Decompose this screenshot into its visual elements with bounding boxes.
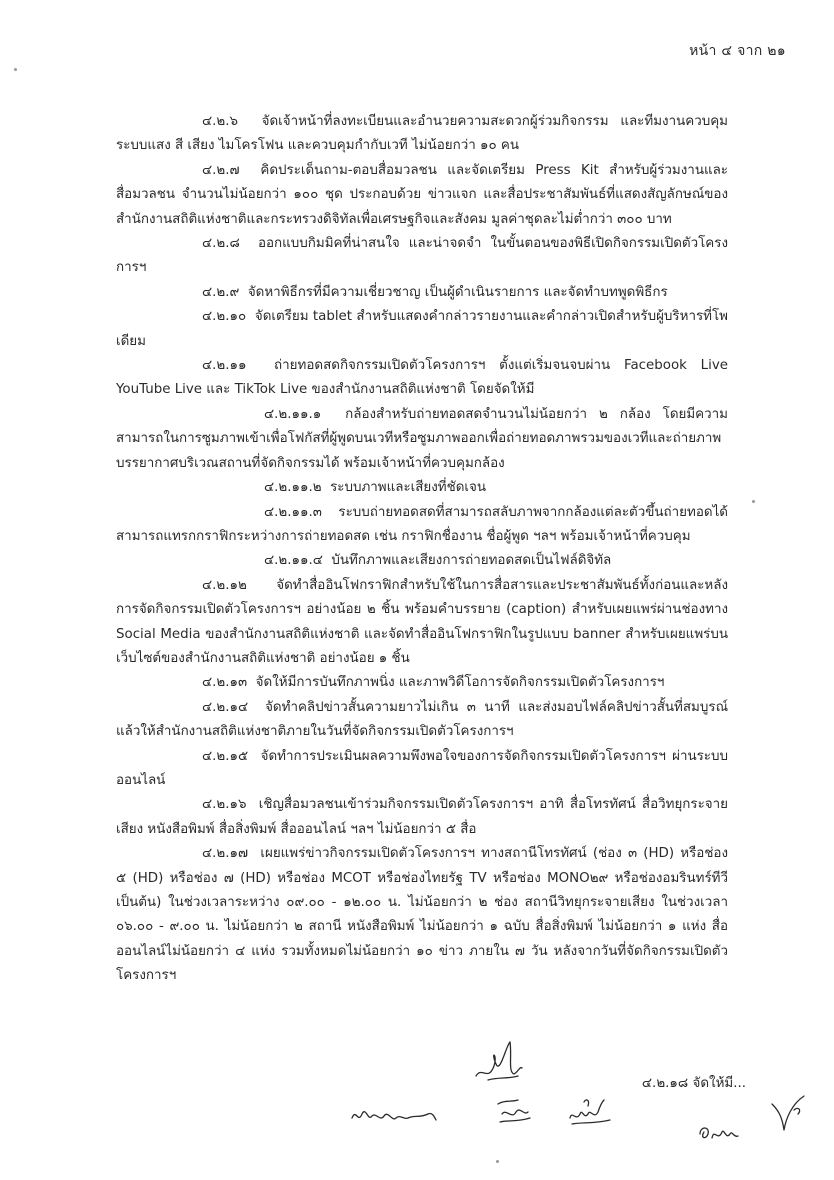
clause-text: บันทึกภาพและเสียงการถ่ายทอดสดเป็นไฟล์ดิจิทัล bbox=[331, 553, 612, 569]
clause-number: ๔.๒.๑๑.๓ bbox=[264, 504, 322, 520]
paragraph-4-2-15 bbox=[116, 745, 728, 794]
paragraph-4-2-11-1 bbox=[116, 403, 728, 476]
clause-number: ๔.๒.๑๓ bbox=[202, 675, 248, 691]
clause-text: ระบบถ่ายทอดสดที่สามารถสลับภาพจากกล้องแต่ละตัวขึ้นถ่ายทอดได้ สามารถแทรกกราฟิกระหว่างการถ่ายทอดสด เช่น กราฟิกชื่องาน ชื่อผู้พูด ฯลฯ พร้อมเจ้าหน้าที่ควบคุม bbox=[116, 504, 728, 544]
paragraph-4-2-10 bbox=[116, 305, 728, 354]
page-number: หน้า ๔ จาก ๒๑ bbox=[689, 43, 786, 59]
clause-text: กล้องสำหรับถ่ายทอดสดจำนวนไม่น้อยกว่า ๒ กล้อง โดยมีความสามารถในการซูมภาพเข้าเพื่อโฟกัสที่ผู้พูดบนเวทีหรือซูมภาพออกเพื่อถ่ายทอดภาพรวมของเวทีและถ่ายภาพบรรยากาศบริเวณสถานที่จัดกิจกรรมได้ พร้อมเจ้าหน้าที่ควบคุมกล้อง bbox=[116, 406, 729, 471]
signature-4 bbox=[566, 1094, 616, 1128]
clause-text: ระบบภาพและเสียงที่ชัดเจน bbox=[330, 480, 486, 496]
clause-text: คิดประเด็นถาม-ตอบสื่อมวลชน และจัดเตรียม Press Kit สำหรับผู้ร่วมงานและสื่อมวลชน จำนวนไม่น้อยกว่า ๑๐๐ ชุด ประกอบด้วย ข่าวแจก และสื่อประชาสัมพันธ์ที่แสดงสัญลักษณ์ของสำนักงานสถิติแห่งชาติและกระทรวงดิจิทัลเพื่อเศรษฐกิจและสังคม มูลค่าชุดละไม่ต่ำกว่า ๓๐๐ บาท bbox=[116, 162, 729, 227]
paragraph-4-2-11-4 bbox=[116, 549, 728, 573]
document-body bbox=[116, 110, 728, 989]
signature-6 bbox=[764, 1090, 814, 1140]
clause-text: เผยแพร่ข่าวกิจกรรมเปิดตัวโครงการฯ ทางสถานีโทรทัศน์ (ช่อง ๓ (HD) หรือช่อง ๕ (HD) หรือช่อง ๗ (HD) หรือช่อง MCOT หรือช่องไทยรัฐ TV หรือช่อง MONO๒๙ หรือช่องอมรินทร์ทีวี เป็นต้น) ในช่วงเวลาระหว่าง ๐๙.๐๐ - ๑๒.๐๐ น. ไม่น้อยกว่า ๒ ช่อง สถานีวิทยุกระจายเสียง ในช่วงเวลา ๐๖.๐๐ - ๙.๐๐ น. ไม่น้อยกว่า ๒ สถานี หนังสือพิมพ์ ไม่น้อยกว่า ๑ ฉบับ สื่อสิ่งพิมพ์ ไม่น้อยกว่า ๑ แห่ง สื่อออนไลน์ไม่น้อยกว่า ๔ แห่ง รวมทั้งหมดไม่น้อยกว่า ๑๐ ข่าว ภายใน ๗ วัน หลังจากวันที่จัดกิจกรรมเปิดตัวโครงการฯ bbox=[116, 846, 729, 984]
clause-number: ๔.๒.๑๔ bbox=[202, 699, 249, 715]
paragraph-4-2-9 bbox=[116, 281, 728, 305]
paragraph-4-2-8 bbox=[116, 232, 728, 281]
signature-2 bbox=[348, 1100, 438, 1130]
clause-number: ๔.๒.๗ bbox=[202, 162, 240, 178]
paragraph-4-2-13 bbox=[116, 671, 728, 695]
clause-text: จัดหาพิธีกรที่มีความเชี่ยวชาญ เป็นผู้ดำเนินรายการ และจัดทำบทพูดพิธีกร bbox=[247, 284, 668, 300]
clause-number: ๔.๒.๑๖ bbox=[202, 797, 247, 813]
clause-number: ๔.๒.๑๐ bbox=[202, 309, 247, 325]
paragraph-4-2-16 bbox=[116, 793, 728, 842]
clause-text: จัดทำการประเมินผลความพึงพอใจของการจัดกิจกรรมเปิดตัวโครงการฯ ผ่านระบบออนไลน์ bbox=[116, 748, 728, 788]
paragraph-4-2-17 bbox=[116, 842, 728, 988]
clause-number: ๔.๒.๑๒ bbox=[202, 577, 247, 593]
paragraph-4-2-6 bbox=[116, 110, 728, 159]
clause-text: จัดเจ้าหน้าที่ลงทะเบียนและอำนวยความสะดวกผู้ร่วมกิจกรรม และทีมงานควบคุมระบบแสง สี เสียง ไมโครโฟน และควบคุมกำกับเวที ไม่น้อยกว่า ๑๐ คน bbox=[116, 114, 728, 154]
clause-text: เชิญสื่อมวลชนเข้าร่วมกิจกรรมเปิดตัวโครงการฯ อาทิ สื่อโทรทัศน์ สื่อวิทยุกระจายเสียง หนังสือพิมพ์ สื่อสิ่งพิมพ์ สื่อออนไลน์ ฯลฯ ไม่น้อยกว่า ๕ สื่อ bbox=[116, 797, 729, 837]
clause-number: ๔.๒.๙ bbox=[202, 284, 240, 300]
paragraph-4-2-14 bbox=[116, 696, 728, 745]
paragraph-4-2-11 bbox=[116, 354, 728, 403]
scan-speck bbox=[496, 1160, 499, 1163]
clause-text: จัดเตรียม tablet สำหรับแสดงคำกล่าวรายงานและคำกล่าวเปิดสำหรับผู้บริหารที่โพเดียม bbox=[116, 309, 729, 349]
clause-number: ๔.๒.๘ bbox=[202, 236, 240, 252]
clause-number: ๔.๒.๑๑.๒ bbox=[264, 480, 322, 496]
signature-3 bbox=[494, 1096, 534, 1126]
signature-5 bbox=[696, 1116, 752, 1146]
clause-text: ถ่ายทอดสดกิจกรรมเปิดตัวโครงการฯ ตั้งแต่เริ่มจนจบผ่าน Facebook Live YouTube Live และ TikTok Live ของสำนักงานสถิติแห่งชาติ โดยจัดให้มี bbox=[116, 358, 728, 398]
clause-number: ๔.๒.๑๗ bbox=[202, 846, 249, 862]
clause-number: ๔.๒.๑๕ bbox=[202, 748, 249, 764]
clause-number: ๔.๒.๑๑.๑ bbox=[264, 406, 322, 422]
clause-text: จัดทำสื่ออินโฟกราฟิกสำหรับใช้ในการสื่อสารและประชาสัมพันธ์ทั้งก่อนและหลังการจัดกิจกรรมเปิดตัวโครงการฯ อย่างน้อย ๒ ชิ้น พร้อมคำบรรยาย (caption) สำหรับเผยแพร่ผ่านช่องทาง Social Media ของสำนักงานสถิติแห่งชาติ และจัดทำสื่ออินโฟกราฟิกในรูปแบบ banner สำหรับเผยแพร่บนเว็บไซต์ของสำนักงานสถิติแห่งชาติ อย่างน้อย ๑ ชิ้น bbox=[116, 577, 728, 666]
paragraph-4-2-12 bbox=[116, 574, 728, 672]
clause-text: จัดทำคลิปข่าวสั้นความยาวไม่เกิน ๓ นาที และส่งมอบไฟล์คลิปข่าวสั้นที่สมบูรณ์แล้วให้สำนักงานสถิติแห่งชาติภายในวันที่จัดกิจกรรมเปิดตัวโครงการฯ bbox=[116, 699, 728, 740]
paragraph-4-2-11-3 bbox=[116, 501, 728, 550]
clause-text: จัดให้มีการบันทึกภาพนิ่ง และภาพวิดีโอการจัดกิจกรรมเปิดตัวโครงการฯ bbox=[255, 675, 665, 691]
signature-1 bbox=[468, 1036, 528, 1086]
scan-speck bbox=[14, 68, 17, 71]
continuation-text: ๔.๒.๑๘ จัดให้มี... bbox=[641, 1076, 746, 1091]
clause-text: ออกแบบกิมมิคที่น่าสนใจ และน่าจดจำ ในขั้นตอนของพิธีเปิดกิจกรรมเปิดตัวโครงการฯ bbox=[116, 236, 728, 276]
clause-number: ๔.๒.๖ bbox=[202, 114, 238, 129]
paragraph-4-2-11-2 bbox=[116, 476, 728, 500]
scan-speck bbox=[752, 500, 755, 503]
clause-number: ๔.๒.๑๑ bbox=[202, 358, 247, 374]
paragraph-4-2-7 bbox=[116, 159, 728, 232]
clause-number: ๔.๒.๑๑.๔ bbox=[264, 553, 323, 569]
